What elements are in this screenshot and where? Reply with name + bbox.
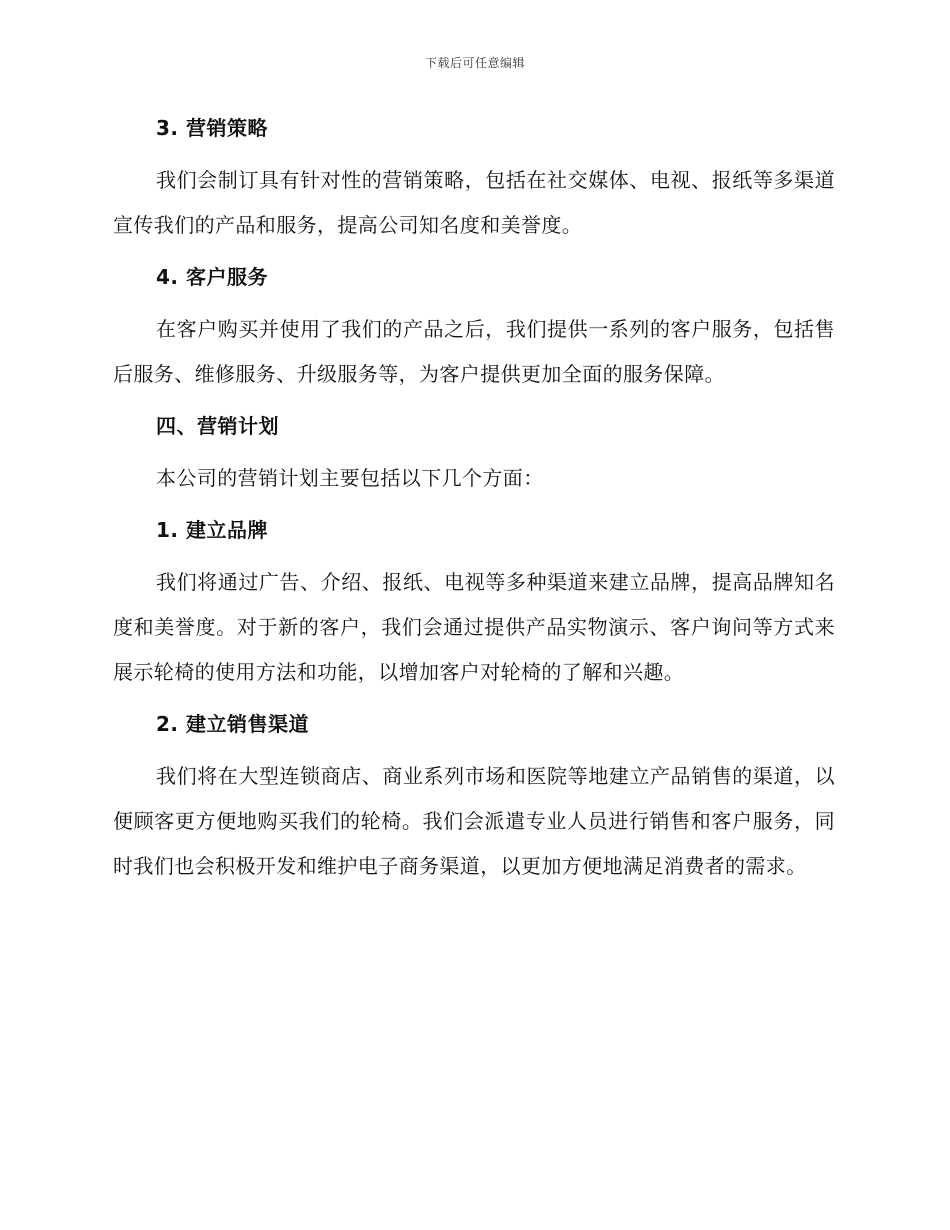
section-paragraph-sales-channels: 我们将在大型连锁商店、商业系列市场和医院等地建立产品销售的渠道，以便顾客更方便地购买我们的轮椅。我们会派遣专业人员进行销售和客户服务，同时我们也会积极开发和维护电子商务渠道，以更加方便地满足消费者的需求。 [113,764,835,878]
section-heading-build-brand: 1. 建立品牌 [156,518,268,542]
section-paragraph-marketing-strategy: 我们会制订具有针对性的营销策略，包括在社交媒体、电视、报纸等多渠道宣传我们的产品和服务，提高公司知名度和美誉度。 [113,168,835,237]
section-paragraph-build-brand: 我们将通过广告、介绍、报纸、电视等多种渠道来建立品牌，提高品牌知名度和美誉度。对于新的客户，我们会通过提供产品实物演示、客户询问等方式来展示轮椅的使用方法和功能，以增加客户对轮椅的了解和兴趣。 [113,570,835,684]
header-note: 下载后可任意编辑 [424,56,525,70]
section-paragraph-customer-service: 在客户购买并使用了我们的产品之后，我们提供一系列的客户服务，包括售后服务、维修服务、升级服务等，为客户提供更加全面的服务保障。 [113,317,835,386]
section-heading-sales-channels: 2. 建立销售渠道 [156,712,309,736]
section-heading-marketing-plan: 四、营销计划 [156,414,279,438]
document-body [113,112,835,889]
section-heading-marketing-strategy: 3. 营销策略 [156,116,268,140]
section-paragraph-marketing-plan: 本公司的营销计划主要包括以下几个方面： [156,466,544,490]
section-heading-customer-service: 4. 客户服务 [156,265,268,289]
